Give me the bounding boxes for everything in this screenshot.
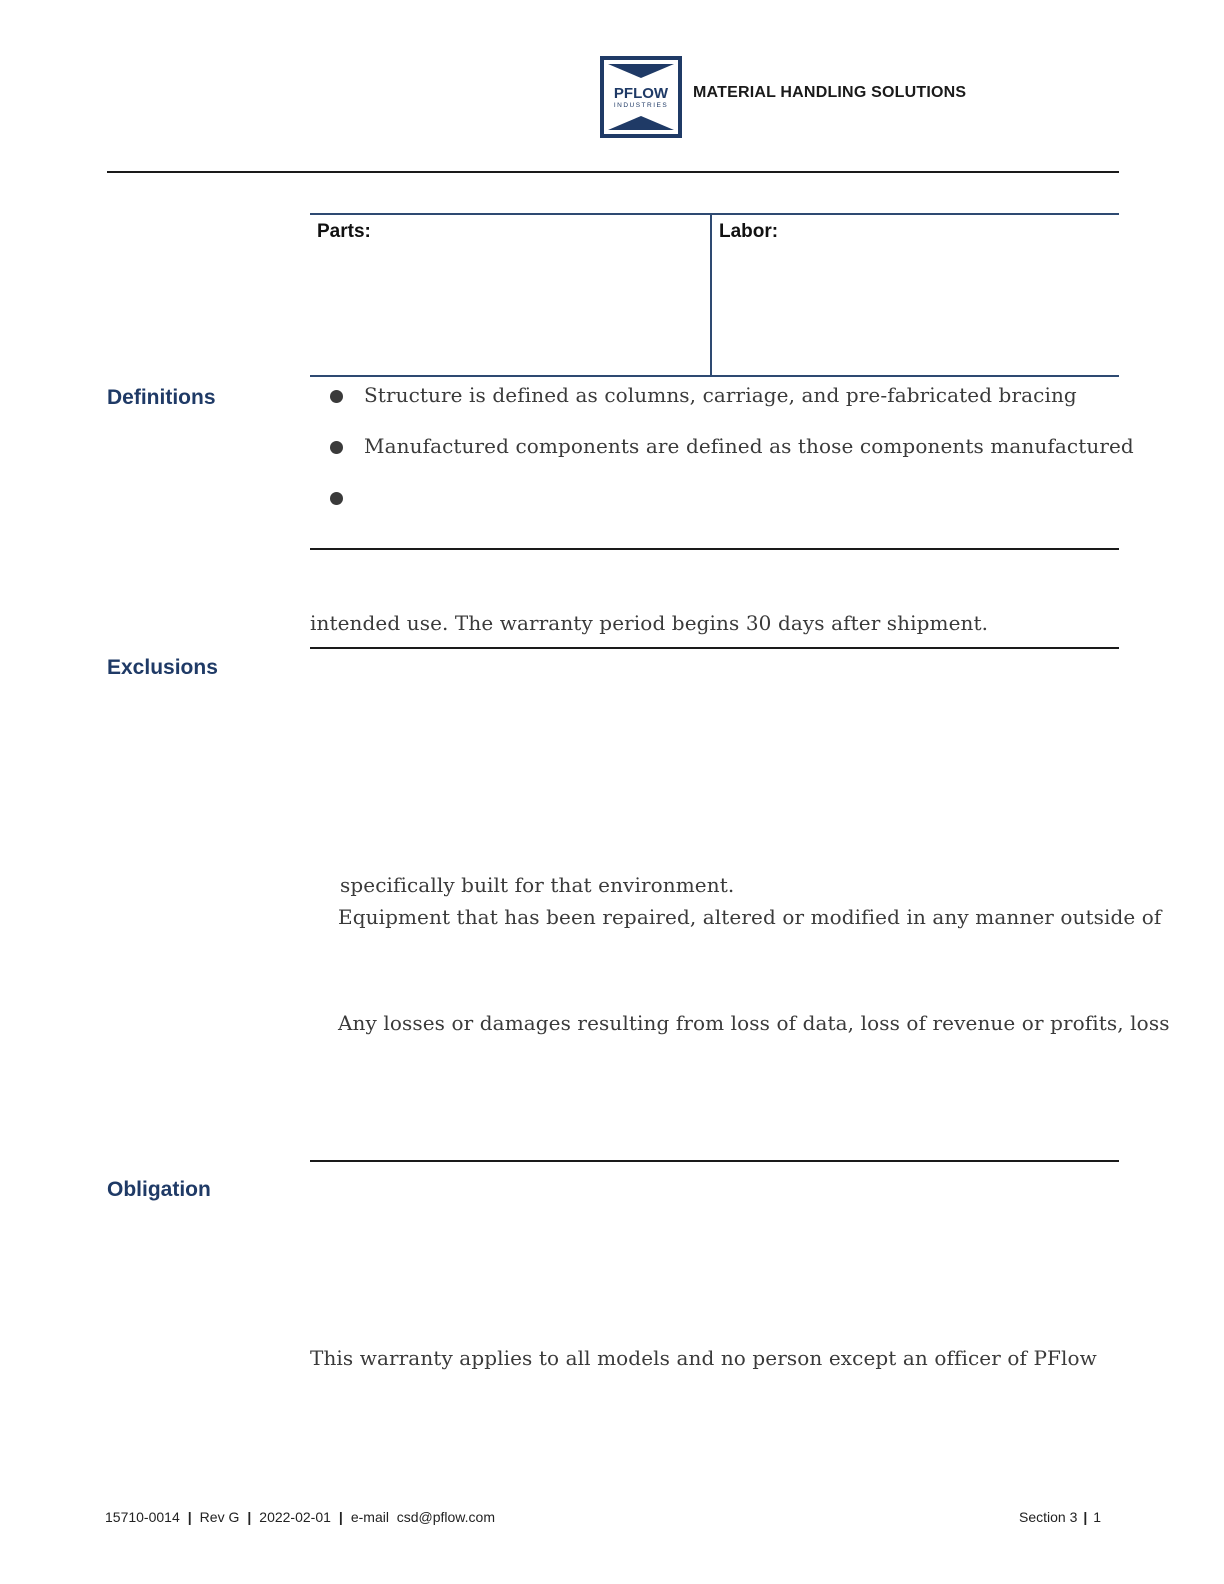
exclusions-divider <box>310 1160 1119 1162</box>
bullet-icon <box>330 390 343 403</box>
definition-item: Structure is defined as columns, carriage, and pre-fabricated bracing <box>364 383 1077 407</box>
table-top-border <box>310 213 1119 215</box>
footer-page-info <box>1019 1509 1101 1525</box>
labor-label: Labor: <box>719 221 779 242</box>
warranty-period-text: intended use. The warranty period begins 30 days after shipment. <box>310 611 989 635</box>
header-divider <box>107 171 1119 173</box>
warranty-divider <box>310 647 1119 649</box>
table-column-divider <box>710 215 712 375</box>
svg-text:PFLOW: PFLOW <box>613 85 669 102</box>
definitions-divider <box>310 548 1119 550</box>
pflow-logo <box>600 56 682 138</box>
bullet-icon <box>330 441 343 454</box>
doc-number: 15710-0014 <box>105 1509 180 1525</box>
separator: | <box>1083 1509 1088 1525</box>
parts-label: Parts: <box>317 221 371 242</box>
exclusion-line: specifically built for that environment. <box>340 873 735 897</box>
company-tagline: MATERIAL HANDLING SOLUTIONS <box>693 84 967 101</box>
doc-date: 2022-02-01 <box>259 1509 331 1525</box>
obligation-text: This warranty applies to all models and no person except an officer of PFlow <box>310 1346 1097 1370</box>
definitions-heading: Definitions <box>107 386 216 409</box>
table-bottom-border <box>310 375 1119 377</box>
bullet-icon <box>330 492 343 505</box>
page-number: 1 <box>1093 1509 1102 1525</box>
email-label: e-mail <box>350 1509 389 1525</box>
revision: Rev G <box>199 1509 240 1525</box>
exclusions-heading: Exclusions <box>107 656 218 679</box>
separator: | <box>247 1509 252 1525</box>
footer-doc-info <box>105 1509 495 1525</box>
section-label: Section 3 <box>1019 1509 1078 1525</box>
svg-text:INDUSTRIES: INDUSTRIES <box>613 102 669 109</box>
obligation-heading: Obligation <box>107 1178 211 1201</box>
exclusion-line: Equipment that has been repaired, altered or modified in any manner outside of <box>338 905 1162 929</box>
email-link[interactable]: csd@pflow.com <box>396 1509 495 1525</box>
separator: | <box>187 1509 192 1525</box>
separator: | <box>338 1509 343 1525</box>
exclusion-line: Any losses or damages resulting from loss of data, loss of revenue or profits, loss <box>338 1011 1170 1035</box>
definition-item: Manufactured components are defined as those components manufactured <box>364 434 1134 458</box>
